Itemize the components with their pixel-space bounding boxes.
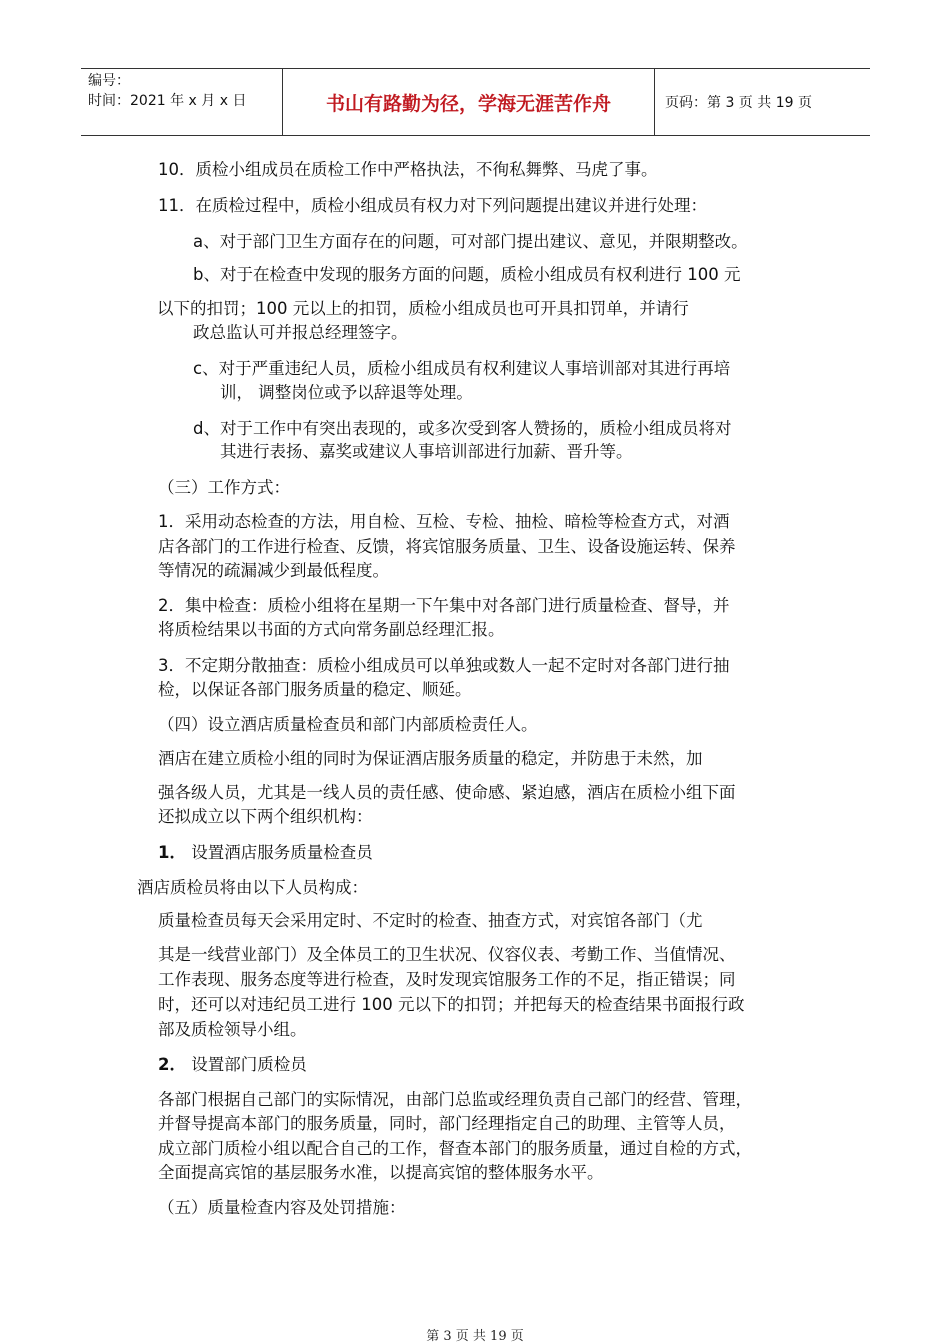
- paragraph-line: 酒店在建立质检小组的同时为保证酒店服务质量的稳定，并防患于未然，加: [158, 749, 703, 768]
- header-page-info: 页码：第 3 页 共 19 页: [665, 95, 812, 111]
- subheading-text: 设置酒店服务质量检查员: [191, 843, 373, 862]
- paragraph-line: 以下的扣罚；100 元以上的扣罚，质检小组成员也可开具扣罚单，并请行: [157, 299, 689, 318]
- paragraph-line: 其是一线营业部门）及全体员工的卫生状况、仪容仪表、考勤工作、当值情况、: [158, 945, 736, 964]
- paragraph-line: 各部门根据自己部门的实际情况，由部门总监或经理负责自己部门的经营、管理，: [158, 1090, 752, 1109]
- subheading-text: 设置部门质检员: [191, 1055, 307, 1074]
- paragraph-line: 强各级人员，尤其是一线人员的责任感、使命感、紧迫感，酒店在质检小组下面: [158, 783, 736, 802]
- subheading-number: 2．: [158, 1055, 186, 1074]
- paragraph-line: 成立部门质检小组以配合自己的工作，督查本部门的服务质量，通过自检的方式，: [158, 1139, 752, 1158]
- paragraph-line: 工作表现、服务态度等进行检查，及时发现宾馆服务工作的不足，指正错误；同: [158, 970, 736, 989]
- header-meta: [81, 69, 282, 135]
- paragraph-line: 其进行表扬、嘉奖或建议人事培训部进行加薪、晋升等。: [220, 442, 633, 461]
- paragraph-line: 将质检结果以书面的方式向常务副总经理汇报。: [158, 620, 505, 639]
- document-date: 时间：2021 年 x 月 x 日: [88, 93, 247, 109]
- paragraph-line: 部及质检领导小组。: [158, 1020, 307, 1039]
- subheading: [158, 842, 373, 864]
- paragraph-line: 政总监认可并报总经理签字。: [193, 323, 408, 342]
- paragraph-line: a、对于部门卫生方面存在的问题，可对部门提出建议、意见，并限期整改。: [193, 232, 748, 251]
- paragraph-line: d、对于工作中有突出表现的，或多次受到客人赞扬的，质检小组成员将对: [193, 419, 732, 438]
- paragraph-line: 检，以保证各部门服务质量的稳定、顺延。: [158, 680, 472, 699]
- paragraph-line: 酒店质检员将由以下人员构成：: [137, 878, 368, 897]
- page-footer: 第 3 页 共 19 页: [426, 1329, 524, 1344]
- paragraph-line: 1．采用动态检查的方法，用自检、互检、专检、抽检、暗检等检查方式，对酒: [158, 512, 730, 531]
- page-header: [81, 68, 870, 136]
- section-heading: （四）设立酒店质量检查员和部门内部质检责任人。: [158, 715, 538, 734]
- section-heading: （三）工作方式：: [158, 478, 290, 497]
- paragraph-line: 2．集中检查：质检小组将在星期一下午集中对各部门进行质量检查、督导，并: [158, 596, 730, 615]
- paragraph-line: c、对于严重违纪人员，质检小组成员有权利建议人事培训部对其进行再培: [193, 359, 731, 378]
- paragraph-line: 11．在质检过程中，质检小组成员有权力对下列问题提出建议并进行处理：: [158, 196, 707, 215]
- paragraph-line: 训， 调整岗位或予以辞退等处理。: [220, 383, 473, 402]
- section-heading: （五）质量检查内容及处罚措施：: [158, 1198, 406, 1217]
- paragraph-line: 时，还可以对违纪员工进行 100 元以下的扣罚；并把每天的检查结果书面报行政: [158, 995, 745, 1014]
- subheading-number: 1．: [158, 843, 186, 862]
- paragraph-line: 并督导提高本部门的服务质量，同时，部门经理指定自己的助理、主管等人员，: [158, 1114, 736, 1133]
- paragraph-line: 3．不定期分散抽查：质检小组成员可以单独或数人一起不定时对各部门进行抽: [158, 656, 730, 675]
- paragraph-line: 还拟成立以下两个组织机构：: [158, 807, 373, 826]
- paragraph-line: 等情况的疏漏减少到最低程度。: [158, 561, 389, 580]
- subheading: [158, 1054, 307, 1076]
- paragraph-line: b、对于在检查中发现的服务方面的问题，质检小组成员有权利进行 100 元: [193, 265, 741, 284]
- paragraph-line: 质量检查员每天会采用定时、不定时的检查、抽查方式，对宾馆各部门（尤: [158, 911, 703, 930]
- paragraph-line: 10．质检小组成员在质检工作中严格执法，不徇私舞弊、马虎了事。: [158, 160, 658, 179]
- paragraph-line: 店各部门的工作进行检查、反馈，将宾馆服务质量、卫生、设备设施运转、保养: [158, 537, 736, 556]
- document-number-label: 编号：: [88, 73, 130, 89]
- paragraph-line: 全面提高宾馆的基层服务水准，以提高宾馆的整体服务水平。: [158, 1163, 604, 1182]
- header-motto: 书山有路勤为径，学海无涯苦作舟: [282, 69, 655, 135]
